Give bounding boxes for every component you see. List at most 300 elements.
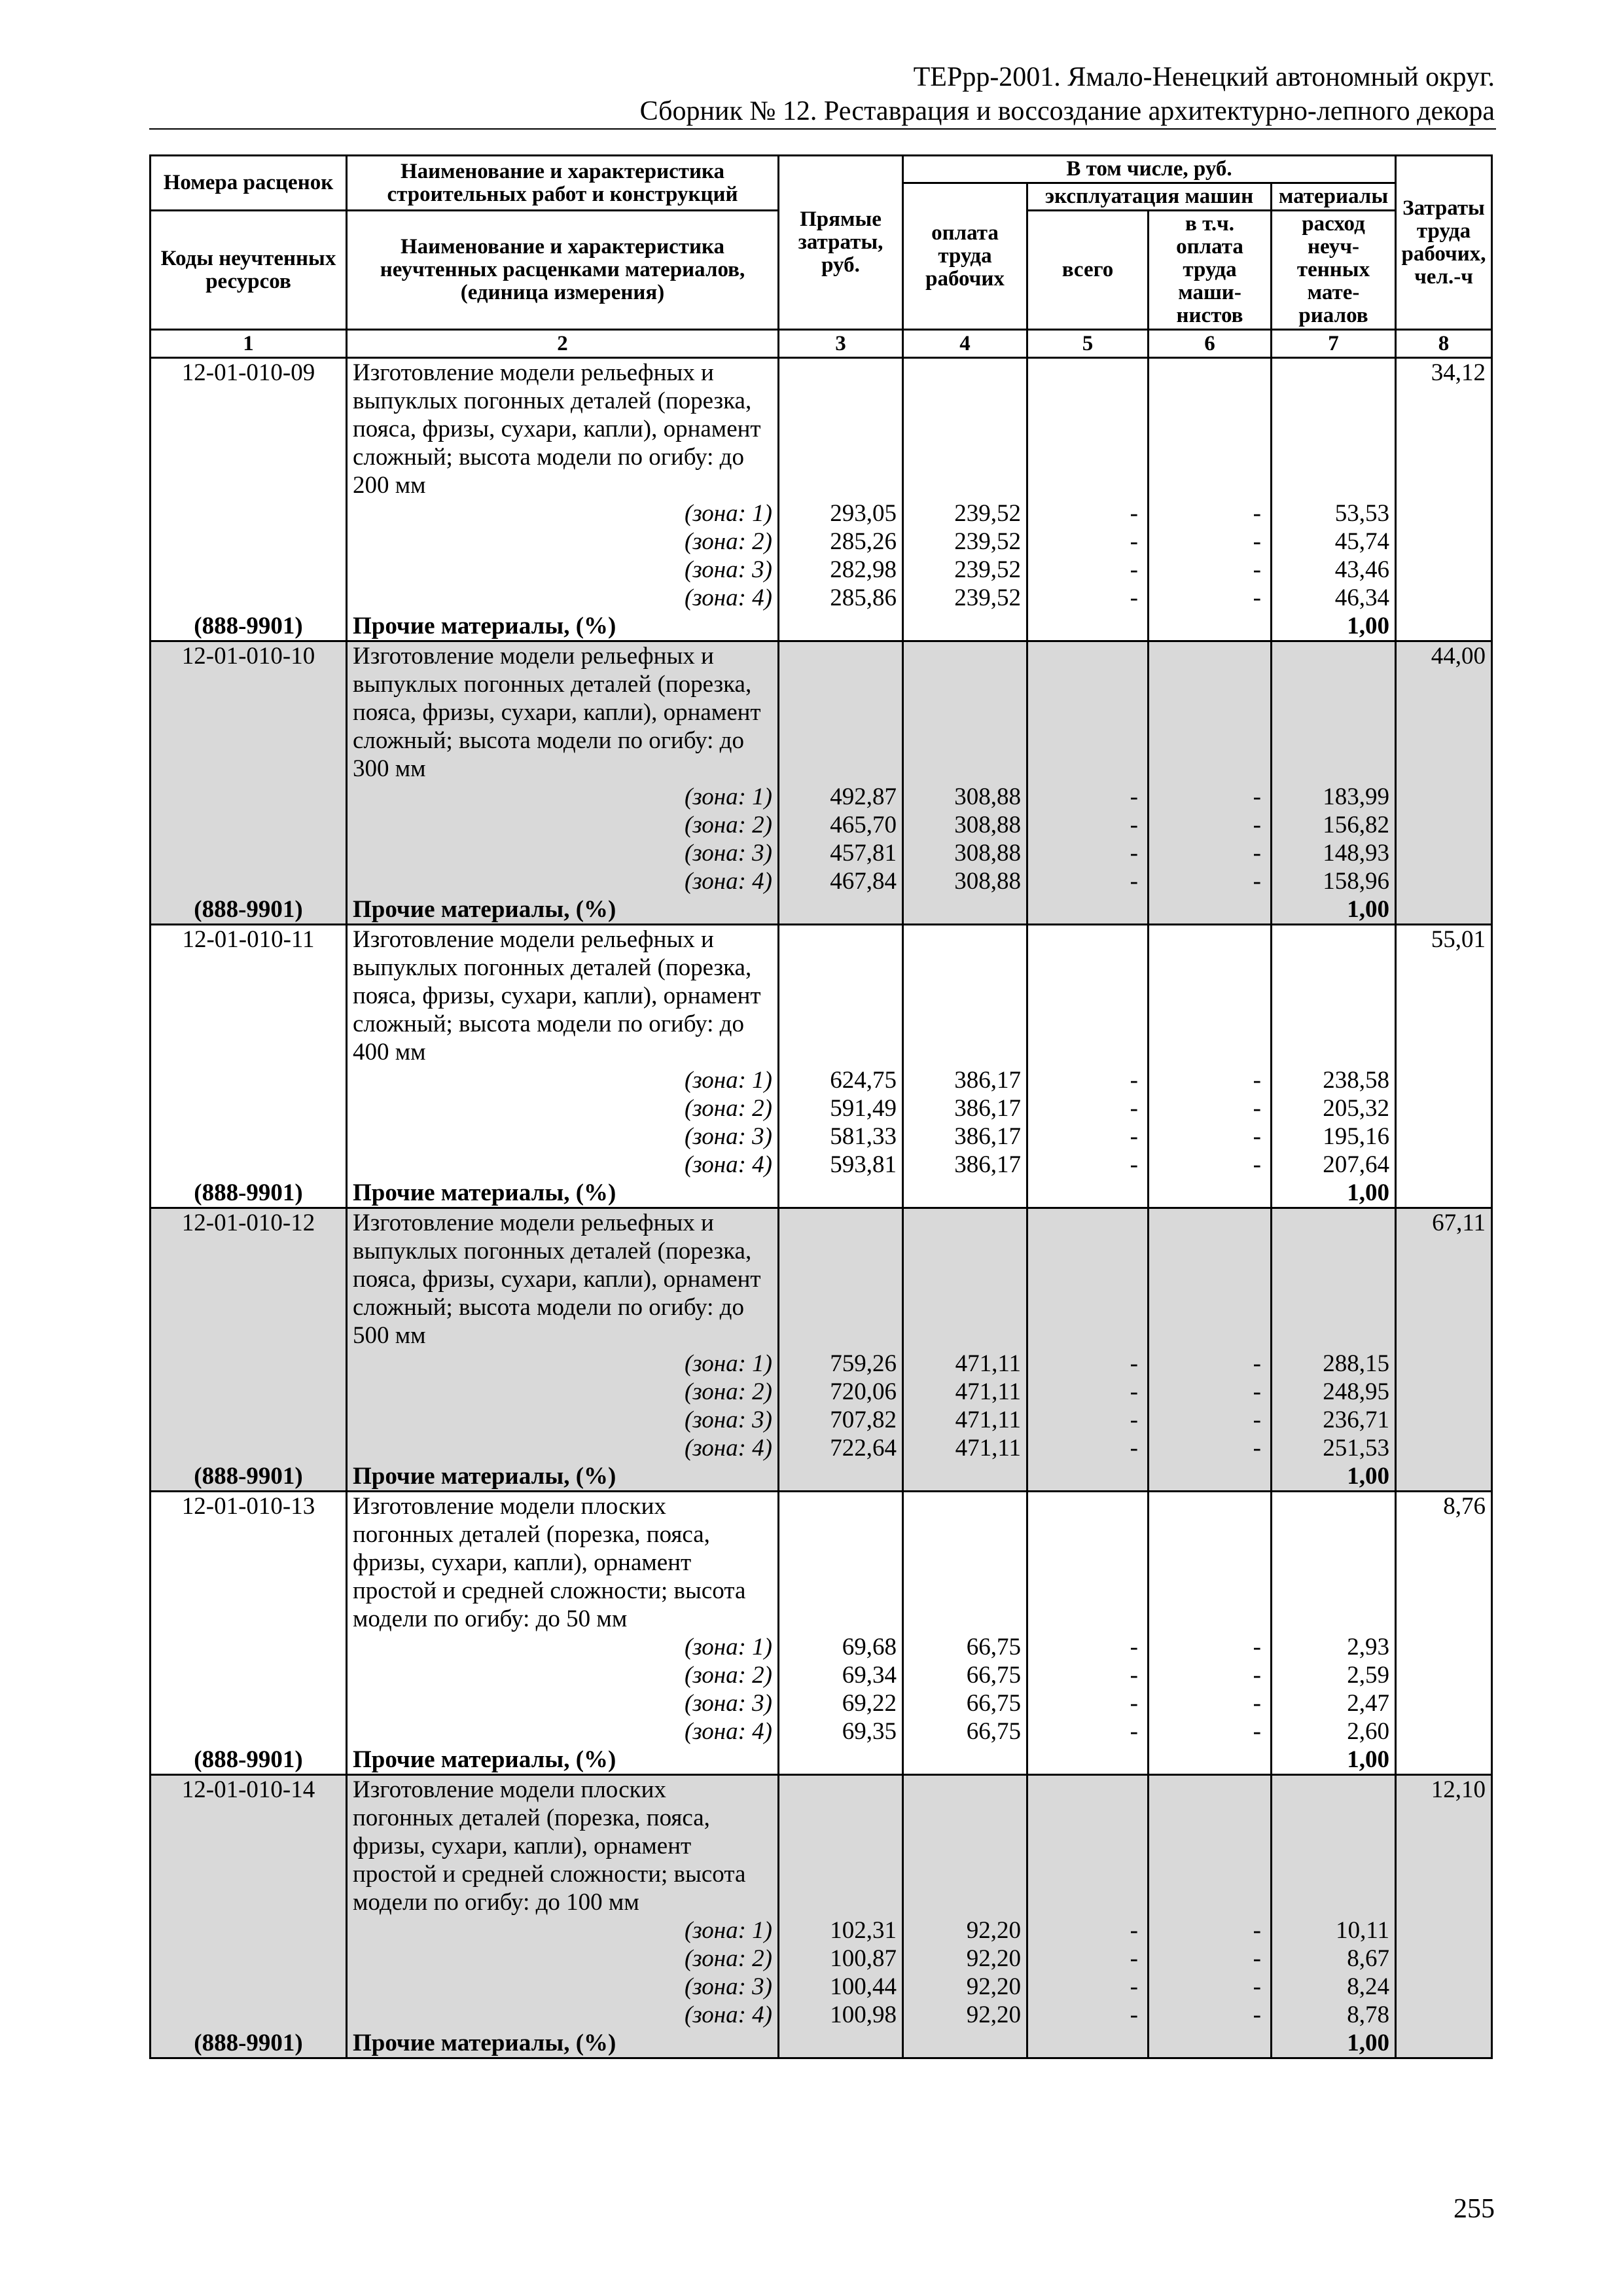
materials-value: 2,60 — [1272, 1717, 1396, 1746]
empty-cell — [151, 1973, 347, 2001]
operator-pay-value: - — [1149, 1378, 1272, 1406]
resource-value: 1,00 — [1272, 1746, 1396, 1775]
machine-total-value: - — [1027, 839, 1149, 867]
operator-pay-value: - — [1149, 1661, 1272, 1689]
zone-label: (зона: 1) — [347, 783, 779, 811]
empty-cell — [1396, 811, 1492, 839]
empty-cell — [151, 584, 347, 612]
empty-cell — [779, 1746, 903, 1775]
empty-cell — [1396, 1945, 1492, 1973]
machine-total-value: - — [1027, 1945, 1149, 1973]
direct-costs-value: 624,75 — [779, 1066, 903, 1094]
direct-costs-value: 593,81 — [779, 1151, 903, 1179]
page-number: 255 — [1454, 2194, 1495, 2224]
table-row — [151, 1945, 1492, 1973]
materials-value: 2,93 — [1272, 1633, 1396, 1661]
th-machine-total: всего — [1027, 211, 1149, 330]
resource-value: 1,00 — [1272, 2029, 1396, 2058]
empty-cell — [1396, 1746, 1492, 1775]
machine-total-value: - — [1027, 1406, 1149, 1434]
table-row — [151, 1378, 1492, 1406]
direct-costs-value: 467,84 — [779, 867, 903, 895]
table-header — [151, 156, 1492, 358]
th-labor-pay: оплата труда рабочих — [903, 183, 1027, 330]
resource-name: Прочие материалы, (%) — [347, 1179, 779, 1208]
table-row — [151, 1406, 1492, 1434]
resource-value: 1,00 — [1272, 1179, 1396, 1208]
machine-total-value: - — [1027, 528, 1149, 556]
materials-value: 10,11 — [1272, 1916, 1396, 1945]
empty-cell — [1396, 1151, 1492, 1179]
empty-cell — [1272, 358, 1396, 500]
machine-total-value: - — [1027, 1378, 1149, 1406]
zone-label: (зона: 4) — [347, 1151, 779, 1179]
empty-cell — [1396, 1689, 1492, 1717]
operator-pay-value: - — [1149, 528, 1272, 556]
empty-cell — [1027, 1775, 1149, 1917]
resource-name: Прочие материалы, (%) — [347, 612, 779, 641]
empty-cell — [1027, 358, 1149, 500]
table-row — [151, 1208, 1492, 1350]
empty-cell — [903, 1775, 1027, 1917]
empty-cell — [1396, 1406, 1492, 1434]
empty-cell — [1396, 1066, 1492, 1094]
empty-cell — [1396, 839, 1492, 867]
labor-pay-value: 66,75 — [903, 1661, 1027, 1689]
table-row — [151, 1462, 1492, 1492]
table-row — [151, 612, 1492, 641]
zone-label: (зона: 4) — [347, 1434, 779, 1462]
empty-cell — [1396, 1378, 1492, 1406]
materials-value: 46,34 — [1272, 584, 1396, 612]
empty-cell — [903, 1462, 1027, 1492]
resource-name: Прочие материалы, (%) — [347, 1746, 779, 1775]
rate-description: Изготовление модели рельефных и выпуклых погонных деталей (порезка, пояса, фризы, сухари, капли), орнамент сложный; высота модели по огибу: до 400 мм — [347, 925, 779, 1067]
th-labor-costs: Затраты труда рабочих, чел.-ч — [1396, 156, 1492, 330]
table-row — [151, 1094, 1492, 1122]
empty-cell — [1027, 1462, 1149, 1492]
empty-cell — [151, 1916, 347, 1945]
empty-cell — [1272, 1208, 1396, 1350]
empty-cell — [1149, 612, 1272, 641]
table-row — [151, 839, 1492, 867]
empty-cell — [779, 1208, 903, 1350]
resource-value: 1,00 — [1272, 1462, 1396, 1492]
empty-cell — [779, 641, 903, 783]
labor-hours: 55,01 — [1396, 925, 1492, 1067]
machine-total-value: - — [1027, 811, 1149, 839]
machine-total-value: - — [1027, 1689, 1149, 1717]
empty-cell — [1396, 1350, 1492, 1378]
zone-label: (зона: 1) — [347, 1916, 779, 1945]
resource-code: (888-9901) — [151, 2029, 347, 2058]
operator-pay-value: - — [1149, 783, 1272, 811]
rate-description: Изготовление модели рельефных и выпуклых погонных деталей (порезка, пояса, фризы, сухари, капли), орнамент сложный; высота модели по огибу: до 300 мм — [347, 641, 779, 783]
machine-total-value: - — [1027, 2001, 1149, 2029]
machine-total-value: - — [1027, 1661, 1149, 1689]
th-materials: материалы — [1272, 183, 1396, 211]
operator-pay-value: - — [1149, 1916, 1272, 1945]
machine-total-value: - — [1027, 1633, 1149, 1661]
th-material-names: Наименование и характеристика неучтенных расценками материалов, (единица измерения) — [347, 211, 779, 330]
col-number-8: 8 — [1396, 330, 1492, 358]
empty-cell — [779, 1462, 903, 1492]
direct-costs-value: 69,34 — [779, 1661, 903, 1689]
empty-cell — [1396, 1661, 1492, 1689]
zone-label: (зона: 2) — [347, 1378, 779, 1406]
labor-pay-value: 471,11 — [903, 1434, 1027, 1462]
operator-pay-value: - — [1149, 584, 1272, 612]
zone-label: (зона: 4) — [347, 584, 779, 612]
table-row — [151, 1179, 1492, 1208]
empty-cell — [903, 2029, 1027, 2058]
empty-cell — [1396, 2001, 1492, 2029]
rate-code: 12-01-010-11 — [151, 925, 347, 1067]
labor-hours: 67,11 — [1396, 1208, 1492, 1350]
empty-cell — [903, 358, 1027, 500]
table-row — [151, 2001, 1492, 2029]
table-body — [151, 358, 1492, 2058]
materials-value: 2,47 — [1272, 1689, 1396, 1717]
empty-cell — [1396, 556, 1492, 584]
empty-cell — [151, 1633, 347, 1661]
table-row — [151, 867, 1492, 895]
direct-costs-value: 100,98 — [779, 2001, 903, 2029]
zone-label: (зона: 3) — [347, 839, 779, 867]
empty-cell — [1396, 867, 1492, 895]
direct-costs-value: 100,44 — [779, 1973, 903, 2001]
col-number-5: 5 — [1027, 330, 1149, 358]
empty-cell — [151, 1689, 347, 1717]
resource-code: (888-9901) — [151, 612, 347, 641]
direct-costs-value: 102,31 — [779, 1916, 903, 1945]
col-number-2: 2 — [347, 330, 779, 358]
empty-cell — [151, 811, 347, 839]
operator-pay-value: - — [1149, 839, 1272, 867]
rates-table — [149, 154, 1493, 2059]
empty-cell — [779, 925, 903, 1067]
table-row — [151, 1746, 1492, 1775]
empty-cell — [1396, 1973, 1492, 2001]
rate-code: 12-01-010-12 — [151, 1208, 347, 1350]
header-rule — [149, 128, 1496, 130]
operator-pay-value: - — [1149, 1151, 1272, 1179]
table-row — [151, 556, 1492, 584]
table-row — [151, 641, 1492, 783]
direct-costs-value: 69,35 — [779, 1717, 903, 1746]
operator-pay-value: - — [1149, 2001, 1272, 2029]
rate-code: 12-01-010-10 — [151, 641, 347, 783]
materials-value: 53,53 — [1272, 499, 1396, 528]
empty-cell — [151, 1122, 347, 1151]
empty-cell — [1149, 925, 1272, 1067]
empty-cell — [1396, 1916, 1492, 1945]
materials-value: 288,15 — [1272, 1350, 1396, 1378]
table-row — [151, 528, 1492, 556]
direct-costs-value: 720,06 — [779, 1378, 903, 1406]
resource-name: Прочие материалы, (%) — [347, 895, 779, 925]
direct-costs-value: 69,68 — [779, 1633, 903, 1661]
table-row — [151, 584, 1492, 612]
operator-pay-value: - — [1149, 1717, 1272, 1746]
labor-pay-value: 92,20 — [903, 1945, 1027, 1973]
direct-costs-value: 722,64 — [779, 1434, 903, 1462]
table-row — [151, 1689, 1492, 1717]
col-number-4: 4 — [903, 330, 1027, 358]
empty-cell — [151, 1151, 347, 1179]
labor-pay-value: 239,52 — [903, 556, 1027, 584]
empty-cell — [1396, 1094, 1492, 1122]
empty-cell — [779, 1492, 903, 1634]
zone-label: (зона: 3) — [347, 556, 779, 584]
empty-cell — [1272, 641, 1396, 783]
empty-cell — [1027, 1208, 1149, 1350]
empty-cell — [903, 1179, 1027, 1208]
empty-cell — [151, 1945, 347, 1973]
empty-cell — [1396, 528, 1492, 556]
resource-code: (888-9901) — [151, 895, 347, 925]
machine-total-value: - — [1027, 556, 1149, 584]
zone-label: (зона: 2) — [347, 1661, 779, 1689]
table-row — [151, 925, 1492, 1067]
table-row — [151, 895, 1492, 925]
resource-code: (888-9901) — [151, 1746, 347, 1775]
th-unaccounted-materials: расход неуч-тенных мате-риалов — [1272, 211, 1396, 330]
direct-costs-value: 591,49 — [779, 1094, 903, 1122]
empty-cell — [1396, 895, 1492, 925]
operator-pay-value: - — [1149, 1066, 1272, 1094]
zone-label: (зона: 1) — [347, 1066, 779, 1094]
zone-label: (зона: 1) — [347, 1633, 779, 1661]
operator-pay-value: - — [1149, 1406, 1272, 1434]
machine-total-value: - — [1027, 783, 1149, 811]
labor-hours: 34,12 — [1396, 358, 1492, 500]
materials-value: 238,58 — [1272, 1066, 1396, 1094]
zone-label: (зона: 3) — [347, 1406, 779, 1434]
empty-cell — [1149, 1746, 1272, 1775]
empty-cell — [151, 1094, 347, 1122]
machine-total-value: - — [1027, 1717, 1149, 1746]
direct-costs-value: 285,26 — [779, 528, 903, 556]
empty-cell — [1149, 1492, 1272, 1634]
rate-description: Изготовление модели рельефных и выпуклых погонных деталей (порезка, пояса, фризы, сухари, капли), орнамент сложный; высота модели по огибу: до 500 мм — [347, 1208, 779, 1350]
machine-total-value: - — [1027, 1973, 1149, 2001]
direct-costs-value: 457,81 — [779, 839, 903, 867]
direct-costs-value: 282,98 — [779, 556, 903, 584]
labor-pay-value: 239,52 — [903, 528, 1027, 556]
resource-value: 1,00 — [1272, 612, 1396, 641]
resource-code: (888-9901) — [151, 1462, 347, 1492]
labor-hours: 8,76 — [1396, 1492, 1492, 1634]
zone-label: (зона: 3) — [347, 1122, 779, 1151]
col-number-1: 1 — [151, 330, 347, 358]
empty-cell — [1149, 895, 1272, 925]
machine-total-value: - — [1027, 1066, 1149, 1094]
table-row — [151, 1066, 1492, 1094]
empty-cell — [151, 867, 347, 895]
direct-costs-value: 759,26 — [779, 1350, 903, 1378]
labor-pay-value: 92,20 — [903, 1973, 1027, 2001]
machine-total-value: - — [1027, 1350, 1149, 1378]
operator-pay-value: - — [1149, 499, 1272, 528]
empty-cell — [903, 925, 1027, 1067]
running-header-title: ТЕРрр-2001. Ямало-Ненецкий автономный округ. — [913, 62, 1495, 92]
col-number-3: 3 — [779, 330, 903, 358]
materials-value: 43,46 — [1272, 556, 1396, 584]
table-row — [151, 2029, 1492, 2058]
direct-costs-value: 465,70 — [779, 811, 903, 839]
materials-value: 2,59 — [1272, 1661, 1396, 1689]
labor-pay-value: 308,88 — [903, 783, 1027, 811]
labor-hours: 12,10 — [1396, 1775, 1492, 1917]
operator-pay-value: - — [1149, 1434, 1272, 1462]
direct-costs-value: 285,86 — [779, 584, 903, 612]
empty-cell — [1149, 2029, 1272, 2058]
empty-cell — [151, 2001, 347, 2029]
table-row — [151, 499, 1492, 528]
labor-pay-value: 66,75 — [903, 1717, 1027, 1746]
resource-value: 1,00 — [1272, 895, 1396, 925]
labor-pay-value: 386,17 — [903, 1122, 1027, 1151]
empty-cell — [903, 1208, 1027, 1350]
empty-cell — [1396, 783, 1492, 811]
empty-cell — [151, 1350, 347, 1378]
empty-cell — [1396, 2029, 1492, 2058]
table-row — [151, 1717, 1492, 1746]
empty-cell — [1149, 1775, 1272, 1917]
empty-cell — [779, 1775, 903, 1917]
rate-code: 12-01-010-14 — [151, 1775, 347, 1917]
labor-pay-value: 386,17 — [903, 1066, 1027, 1094]
materials-value: 251,53 — [1272, 1434, 1396, 1462]
table-row — [151, 811, 1492, 839]
empty-cell — [1027, 2029, 1149, 2058]
col-number-7: 7 — [1272, 330, 1396, 358]
labor-pay-value: 308,88 — [903, 811, 1027, 839]
empty-cell — [1149, 358, 1272, 500]
labor-pay-value: 66,75 — [903, 1633, 1027, 1661]
empty-cell — [151, 839, 347, 867]
empty-cell — [1149, 1462, 1272, 1492]
empty-cell — [151, 1434, 347, 1462]
machine-total-value: - — [1027, 1122, 1149, 1151]
empty-cell — [1396, 499, 1492, 528]
operator-pay-value: - — [1149, 1350, 1272, 1378]
empty-cell — [1027, 1179, 1149, 1208]
table-row — [151, 1633, 1492, 1661]
column-numbers-row — [151, 330, 1492, 358]
th-direct-costs: Прямые затраты, руб. — [779, 156, 903, 330]
empty-cell — [1272, 925, 1396, 1067]
machine-total-value: - — [1027, 584, 1149, 612]
rate-description: Изготовление модели плоских погонных деталей (порезка, пояса, фризы, сухари, капли), орнамент простой и средней сложности; высота модели по огибу: до 50 мм — [347, 1492, 779, 1634]
col-number-6: 6 — [1149, 330, 1272, 358]
labor-pay-value: 471,11 — [903, 1406, 1027, 1434]
empty-cell — [1027, 1746, 1149, 1775]
table-row — [151, 1350, 1492, 1378]
table-row — [151, 783, 1492, 811]
labor-pay-value: 386,17 — [903, 1094, 1027, 1122]
empty-cell — [779, 358, 903, 500]
empty-cell — [151, 499, 347, 528]
machine-total-value: - — [1027, 867, 1149, 895]
labor-pay-value: 386,17 — [903, 1151, 1027, 1179]
machine-total-value: - — [1027, 499, 1149, 528]
th-machine-operation: эксплуатация машин — [1027, 183, 1272, 211]
rate-code: 12-01-010-13 — [151, 1492, 347, 1634]
rate-description: Изготовление модели плоских погонных деталей (порезка, пояса, фризы, сухари, капли), орнамент простой и средней сложности; высота модели по огибу: до 100 мм — [347, 1775, 779, 1917]
materials-value: 8,78 — [1272, 2001, 1396, 2029]
operator-pay-value: - — [1149, 1122, 1272, 1151]
empty-cell — [779, 2029, 903, 2058]
table-row — [151, 1661, 1492, 1689]
th-resource-codes: Коды неучтенных ресурсов — [151, 211, 347, 330]
direct-costs-value: 707,82 — [779, 1406, 903, 1434]
empty-cell — [1149, 1179, 1272, 1208]
zone-label: (зона: 1) — [347, 1350, 779, 1378]
materials-value: 248,95 — [1272, 1378, 1396, 1406]
direct-costs-value: 69,22 — [779, 1689, 903, 1717]
empty-cell — [1396, 1434, 1492, 1462]
empty-cell — [151, 1717, 347, 1746]
table-row — [151, 1492, 1492, 1634]
labor-pay-value: 471,11 — [903, 1378, 1027, 1406]
table-row — [151, 358, 1492, 500]
materials-value: 45,74 — [1272, 528, 1396, 556]
empty-cell — [1396, 1179, 1492, 1208]
empty-cell — [1149, 1208, 1272, 1350]
labor-pay-value: 66,75 — [903, 1689, 1027, 1717]
operator-pay-value: - — [1149, 1689, 1272, 1717]
empty-cell — [1396, 584, 1492, 612]
empty-cell — [1149, 641, 1272, 783]
materials-value: 236,71 — [1272, 1406, 1396, 1434]
rate-code: 12-01-010-09 — [151, 358, 347, 500]
zone-label: (зона: 4) — [347, 1717, 779, 1746]
empty-cell — [1396, 1122, 1492, 1151]
empty-cell — [779, 895, 903, 925]
operator-pay-value: - — [1149, 1633, 1272, 1661]
th-operator-pay: в т.ч. оплата труда маши-нистов — [1149, 211, 1272, 330]
empty-cell — [779, 1179, 903, 1208]
table-row — [151, 1434, 1492, 1462]
empty-cell — [903, 1492, 1027, 1634]
resource-name: Прочие материалы, (%) — [347, 2029, 779, 2058]
empty-cell — [1396, 612, 1492, 641]
table-row — [151, 1122, 1492, 1151]
empty-cell — [151, 1378, 347, 1406]
operator-pay-value: - — [1149, 867, 1272, 895]
direct-costs-value: 100,87 — [779, 1945, 903, 1973]
machine-total-value: - — [1027, 1151, 1149, 1179]
empty-cell — [903, 641, 1027, 783]
materials-value: 148,93 — [1272, 839, 1396, 867]
zone-label: (зона: 2) — [347, 1945, 779, 1973]
table-row — [151, 1916, 1492, 1945]
materials-value: 207,64 — [1272, 1151, 1396, 1179]
operator-pay-value: - — [1149, 1945, 1272, 1973]
labor-pay-value: 308,88 — [903, 839, 1027, 867]
materials-value: 183,99 — [1272, 783, 1396, 811]
empty-cell — [1027, 641, 1149, 783]
empty-cell — [151, 783, 347, 811]
machine-total-value: - — [1027, 1434, 1149, 1462]
empty-cell — [779, 612, 903, 641]
materials-value: 8,24 — [1272, 1973, 1396, 2001]
materials-value: 205,32 — [1272, 1094, 1396, 1122]
resource-name: Прочие материалы, (%) — [347, 1462, 779, 1492]
empty-cell — [151, 556, 347, 584]
